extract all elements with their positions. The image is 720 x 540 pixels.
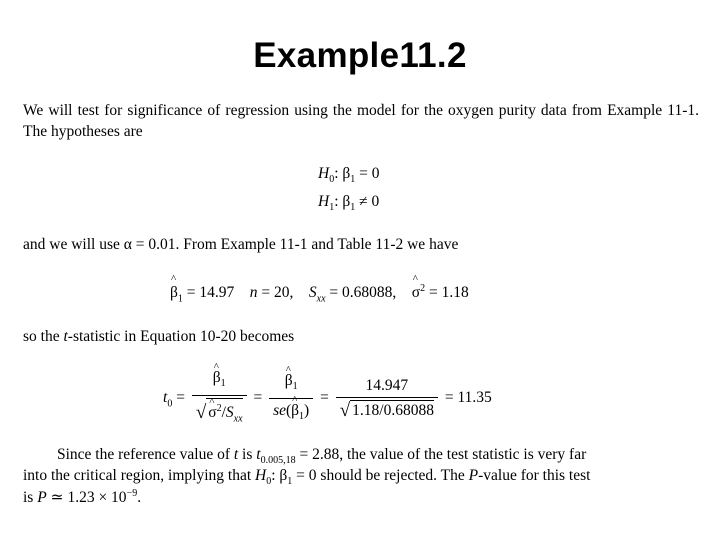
denominator-value: 1.18/0.68088: [352, 402, 434, 420]
alternative-hypothesis: $H_1$: $\beta_1 \ne 0$: [318, 193, 380, 214]
fraction-2: ^ $\frac{\beta_1}{se(\^{} \beta_1)}$: [269, 371, 313, 427]
t-statistic-equation: $t_0$ = ^ $\frac{\beta_1}{√\^{} \sigma^2/S_{xx}}$ = ^ $\frac{\beta_1}{se(\^{} \beta_1)}$ = $\frac{14.947}{√ 1.18/0.68088}$ = 11.35: [163, 368, 492, 429]
slide-title: Example11.2: [253, 36, 467, 75]
t-statistic-intro: so the t-statistic in Equation 10-20 becomes: [23, 328, 295, 345]
fraction-3: $\frac{14.947}{√ 1.18/0.68088}$: [336, 376, 438, 421]
intro-paragraph: We will test for significance of regression using the model for the oxygen purity data from Example 11-1. The hypotheses are: [23, 102, 699, 140]
conclusion-line-2: into the critical region, implying that $H_0$: $\beta_1 = 0$ should be rejected. The P-value for this test: [23, 467, 591, 488]
sigma2-hat-value: 1.18: [441, 284, 469, 302]
p-value-exponent: −9: [126, 488, 138, 499]
t-result: 11.35: [457, 389, 492, 407]
p-value-mantissa: 1.23: [67, 489, 95, 507]
conclusion-line-3: is P ≃ $1.23 \times 10^{-9}$.: [23, 488, 142, 507]
beta1-hat-value: 14.97: [199, 284, 235, 302]
critical-value: 2.88: [312, 446, 340, 463]
null-hypothesis: $H_0$: $\beta_1 = 0$: [318, 165, 380, 186]
numerator-value: 14.947: [336, 376, 438, 398]
sxx-value: 0.68088: [342, 284, 393, 302]
alpha-sentence: and we will use α = 0.01. From Example 11-1 and Table 11-2 we have: [23, 236, 459, 253]
conclusion-line-1: Since the reference value of t is $t_{0.005,18} = 2.88$, the value of the test statistic is very far: [57, 446, 587, 467]
fraction-1: ^ $\frac{\beta_1}{√\^{} \sigma^2/S_{xx}}$: [192, 368, 247, 429]
n-value: 20: [274, 284, 290, 302]
given-values-line: ^ $\beta_1 = 14.97$ n = 20, $S_{xx} = 0.68088$, ^ $\sigma^2 = 1.18$: [170, 283, 469, 304]
